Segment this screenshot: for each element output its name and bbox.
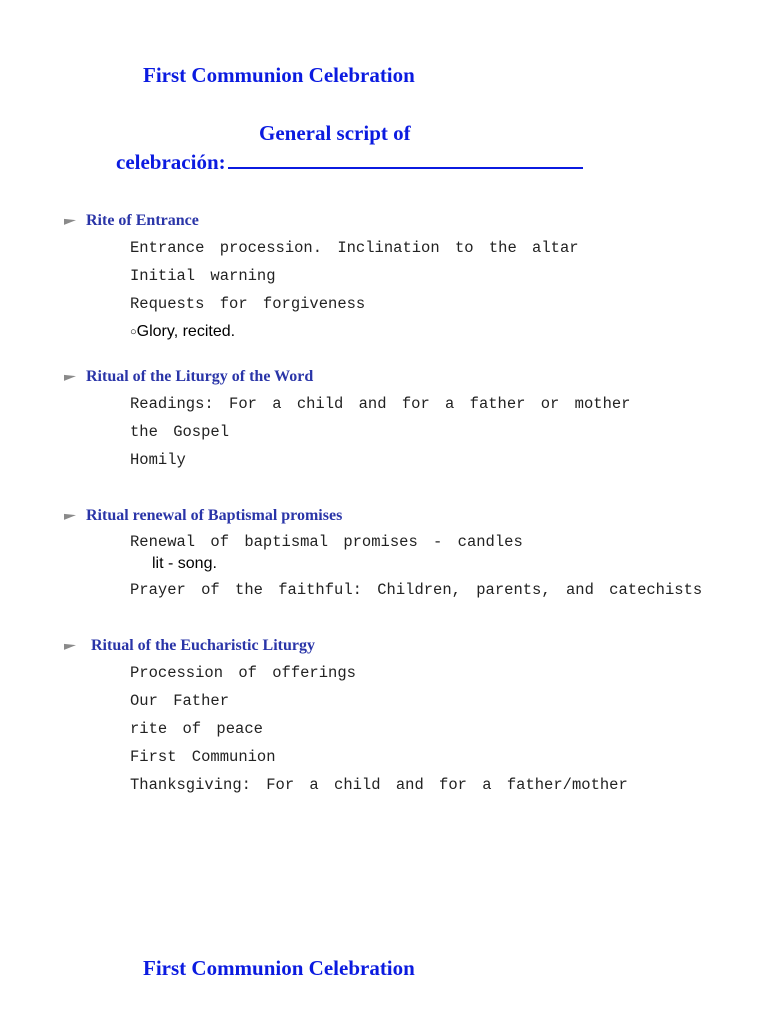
section-heading-eucharistic-liturgy bbox=[64, 637, 315, 655]
list-item: Initial warning bbox=[130, 267, 276, 285]
list-item: Homily bbox=[130, 451, 186, 469]
list-item: lit - song. bbox=[152, 555, 217, 572]
list-item: Readings: For a child and for a father or mother bbox=[130, 395, 631, 413]
section-heading-label: Rite of Entrance bbox=[86, 212, 199, 229]
list-item: the Gospel bbox=[130, 423, 230, 441]
section-heading-label: Ritual renewal of Baptismal promises bbox=[86, 507, 343, 524]
circle-bullet-icon: ○ bbox=[130, 326, 137, 338]
section-heading-label: Ritual of the Liturgy of the Word bbox=[86, 368, 314, 385]
subtitle-line-1: General script of bbox=[259, 121, 411, 145]
list-item: Procession of offerings bbox=[130, 664, 356, 682]
subtitle-line-2 bbox=[116, 149, 583, 175]
arrow-bullet-icon bbox=[64, 217, 76, 225]
section-heading-rite-of-entrance bbox=[64, 212, 199, 230]
subtitle-label: celebración: bbox=[116, 150, 226, 174]
list-item: Our Father bbox=[130, 692, 230, 710]
section-heading-baptismal-promises bbox=[64, 507, 342, 525]
list-item: Requests for forgiveness bbox=[130, 295, 366, 313]
list-item: Renewal of baptismal promises - candles bbox=[130, 533, 523, 551]
list-item bbox=[130, 323, 235, 341]
section-heading-label: Ritual of the Eucharistic Liturgy bbox=[91, 637, 315, 654]
list-item: Entrance procession. Inclination to the altar bbox=[130, 239, 579, 257]
arrow-bullet-icon bbox=[64, 512, 76, 520]
section-heading-liturgy-of-the-word bbox=[64, 368, 313, 386]
arrow-bullet-icon bbox=[64, 642, 76, 650]
list-item: Thanksgiving: For a child and for a father/mother bbox=[130, 776, 628, 794]
list-item-text: Glory, recited. bbox=[136, 323, 236, 340]
arrow-bullet-icon bbox=[64, 373, 76, 381]
list-item: rite of peace bbox=[130, 720, 263, 738]
list-item: First Communion bbox=[130, 748, 276, 766]
fill-in-blank-line bbox=[228, 149, 583, 169]
page-title: First Communion Celebration bbox=[143, 63, 415, 87]
list-item: Prayer of the faithful: Children, parents, and catechists bbox=[130, 581, 703, 599]
page-title-repeat: First Communion Celebration bbox=[143, 956, 415, 980]
